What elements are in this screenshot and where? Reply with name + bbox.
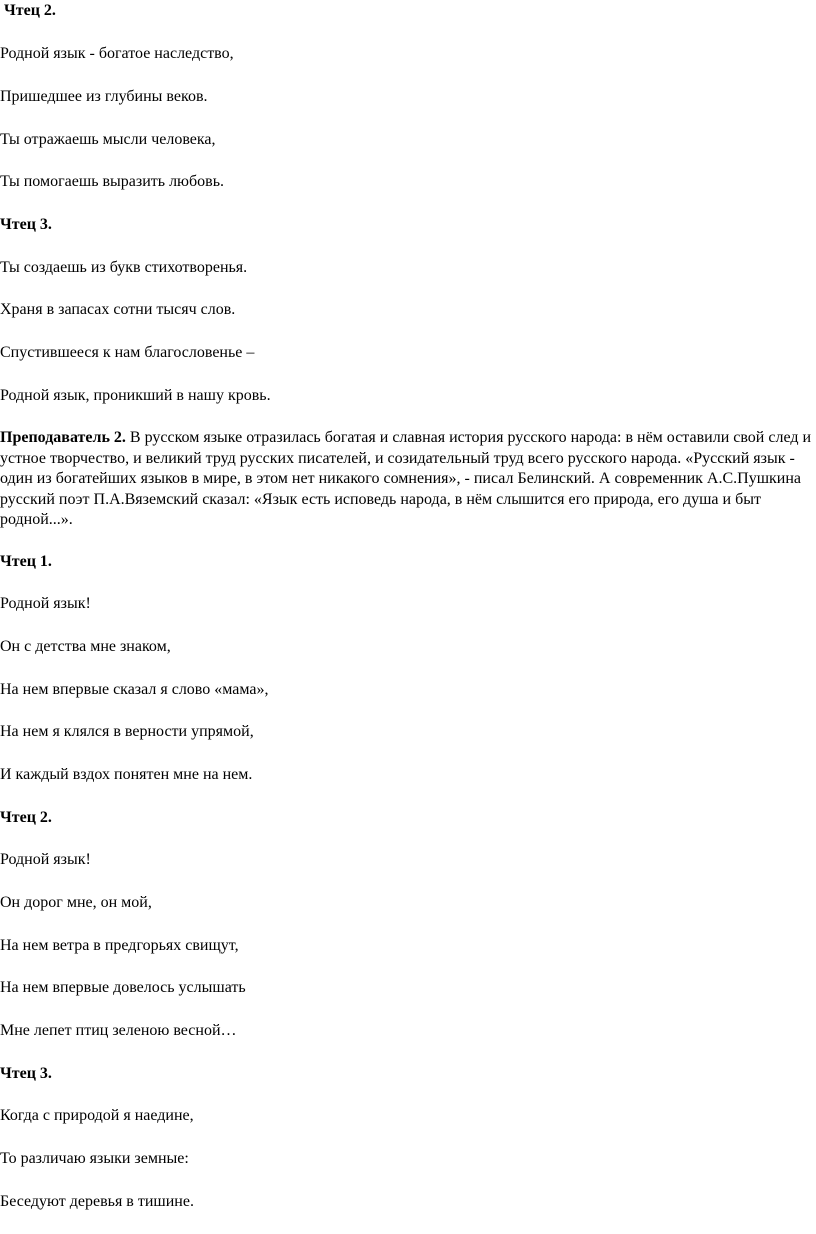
speaker-label: Чтец 1. <box>0 553 52 570</box>
speaker-label: Чтец 3. <box>0 1065 52 1082</box>
poem-line: Беседуют деревья в тишине. <box>0 1193 194 1210</box>
poem-line: Храня в запасах сотни тысяч слов. <box>0 301 236 318</box>
speaker-label: Чтец 3. <box>0 216 52 233</box>
poem-line: Спустившееся к нам благословенье – <box>0 344 255 361</box>
poem-line: Он дорог мне, он мой, <box>0 894 152 911</box>
poem-line: Ты отражаешь мысли человека, <box>0 131 216 148</box>
poem-line: Когда с природой я наедине, <box>0 1107 194 1124</box>
teacher-paragraph <box>0 428 814 531</box>
poem-line: На нем я клялся в верности упрямой, <box>0 723 254 740</box>
poem-line: Пришедшее из глубины веков. <box>0 88 208 105</box>
poem-line: На нем впервые довелось услышать <box>0 979 246 996</box>
poem-line: Ты помогаешь выразить любовь. <box>0 173 224 190</box>
poem-line: Родной язык! <box>0 851 91 868</box>
speaker-label: Чтец 2. <box>0 809 52 826</box>
poem-line: Мне лепет птиц зеленою весной… <box>0 1022 237 1039</box>
poem-line: То различаю языки земные: <box>0 1150 189 1167</box>
poem-line: Родной язык, проникший в нашу кровь. <box>0 387 271 404</box>
poem-line: Ты создаешь из букв стихотворенья. <box>0 259 248 276</box>
poem-line: Родной язык - богатое наследство, <box>0 45 234 62</box>
poem-line: На нем ветра в предгорьях свищут, <box>0 937 239 954</box>
paragraph-text: В русском языке отразилась богатая и славная история русского народа: в нём оставили свой след и устное творчество, и великий труд русских писателей, и созидательный труд всего русского народа. «Русский язык - один из богатейших языков в мире, в этом нет никакого сомнения», - писал Белинский. А современник А.С.Пушкина русский поэт П.А.Вяземский сказал: «Язык есть исповедь народа, в нём слышится его природа, его душа и быт родной...». <box>0 429 812 528</box>
speaker-label: Чтец 2. <box>4 2 56 19</box>
poem-line: Родной язык! <box>0 595 91 612</box>
poem-line: Он с детства мне знаком, <box>0 638 171 655</box>
poem-line: На нем впервые сказал я слово «мама», <box>0 681 269 698</box>
poem-line: И каждый вздох понятен мне на нем. <box>0 766 253 783</box>
speaker-label: Преподаватель 2. <box>0 429 126 446</box>
